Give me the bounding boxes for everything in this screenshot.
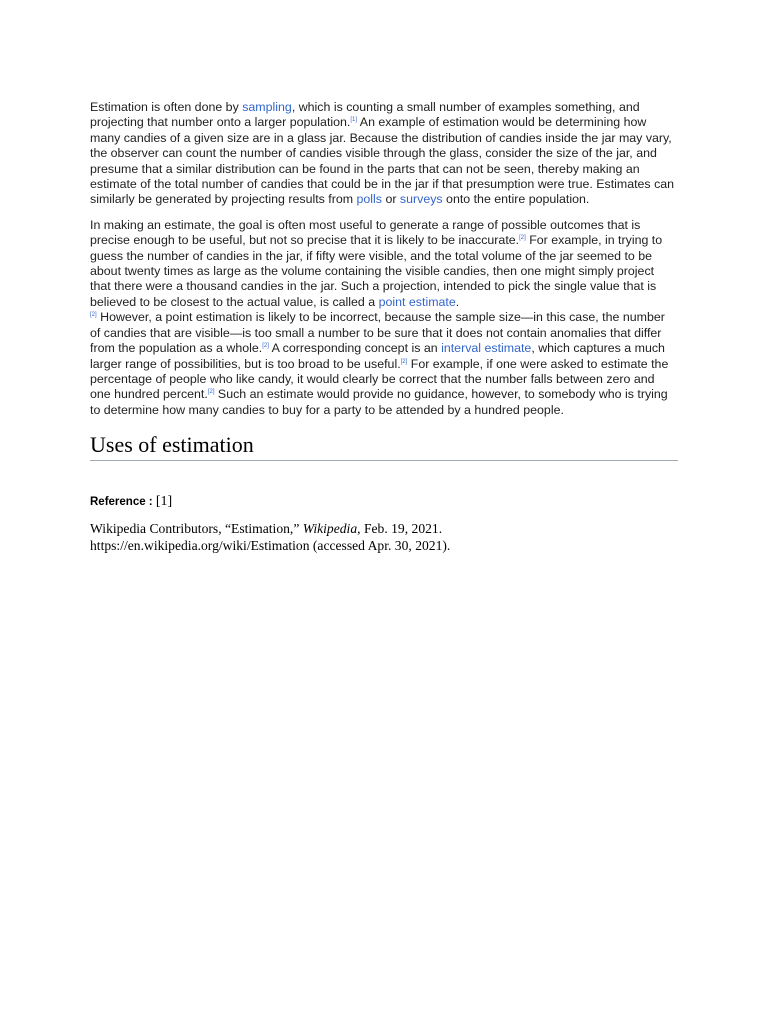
text-span: , which is counting a small number of examples something, and projecting that number onto a larger population. — [90, 100, 640, 130]
citation-marker[interactable]: [2] — [90, 312, 97, 319]
citation-marker[interactable]: [2] — [207, 389, 215, 396]
reference-line — [90, 493, 678, 511]
link-polls[interactable]: polls — [356, 192, 382, 207]
reference-label: Reference : — [90, 496, 156, 509]
text-span: Estimation is often done by — [90, 100, 243, 114]
citation-entry — [90, 521, 678, 554]
text-span: For example, if one were asked to estimate the percentage of people who like candy, it would clearly be correct that the number falls between zero and one hundred percent. — [90, 356, 669, 402]
citation-url: https://en.wikipedia.org/wiki/Estimation (accessed Apr. 30, 2021). — [90, 537, 451, 553]
article-content — [90, 100, 678, 554]
citation-source: Wikipedia — [302, 521, 358, 537]
text-span: or — [382, 192, 400, 207]
link-sampling[interactable]: sampling — [242, 100, 292, 114]
text-span: However, a point estimation is likely to be incorrect, because the sample size—in this case, the number of candies that are visible—is too small a number to be sure that it does not contain anomalies that differ from the population as a whole. — [90, 310, 665, 356]
paragraph-estimate-goal — [90, 218, 678, 418]
text-span: For example, in trying to guess the number of candies in the jar, if fifty were visible, and the total volume of the jar seemed to be about twenty times as large as the volume containing the visible candies, then one might simply project that there were a thousand candies in the jar. Such a projection, intended to pick the single value that is believed to be closest to the actual value, is called a — [90, 233, 663, 309]
text-span: , which captures a much larger range of possibilities, but is too broad to be useful. — [90, 341, 665, 371]
paragraph-intro — [90, 100, 678, 208]
text-span: In making an estimate, the goal is often most useful to generate a range of possible outcomes that is precise enough to be useful, but not so precise that it is likely to be inaccurate. — [90, 217, 641, 248]
citation-marker[interactable]: [2] — [400, 358, 408, 365]
citation-marker[interactable]: [2] — [262, 342, 269, 349]
text-span: An example of estimation would be determining how many candies of a given size are in a glass jar. Because the distribution of candies inside the jar may vary, the observer can count the number of candies visible through the glass, consider the size of the jar, and presume that a similar distribution can be found in the parts that can not be seen, thereby making an estimate of the total number of candies that could be in the jar if that presumption were true. Estimates can similarly be generated by projecting results from — [90, 115, 675, 207]
link-interval-estimate[interactable]: interval estimate — [441, 341, 532, 356]
citation-marker[interactable]: [1] — [350, 117, 358, 124]
reference-number: [1] — [155, 494, 173, 510]
text-span: A corresponding concept is an — [268, 341, 442, 356]
text-span: . — [455, 294, 460, 309]
section-heading: Uses of estimation — [90, 432, 678, 461]
citation-date: , Feb. 19, 2021. — [357, 521, 443, 537]
citation-marker[interactable]: [2] — [519, 235, 526, 242]
text-span: onto the entire population. — [442, 192, 590, 207]
citation-authors: Wikipedia Contributors, “Estimation,” — [90, 521, 303, 537]
text-span: Such an estimate would provide no guidance, however, to somebody who is trying to determine how many candies to buy for a party to be attended by a hundred people. — [90, 387, 668, 417]
link-point-estimate[interactable]: point estimate — [378, 294, 456, 309]
link-surveys[interactable]: surveys — [399, 192, 443, 207]
